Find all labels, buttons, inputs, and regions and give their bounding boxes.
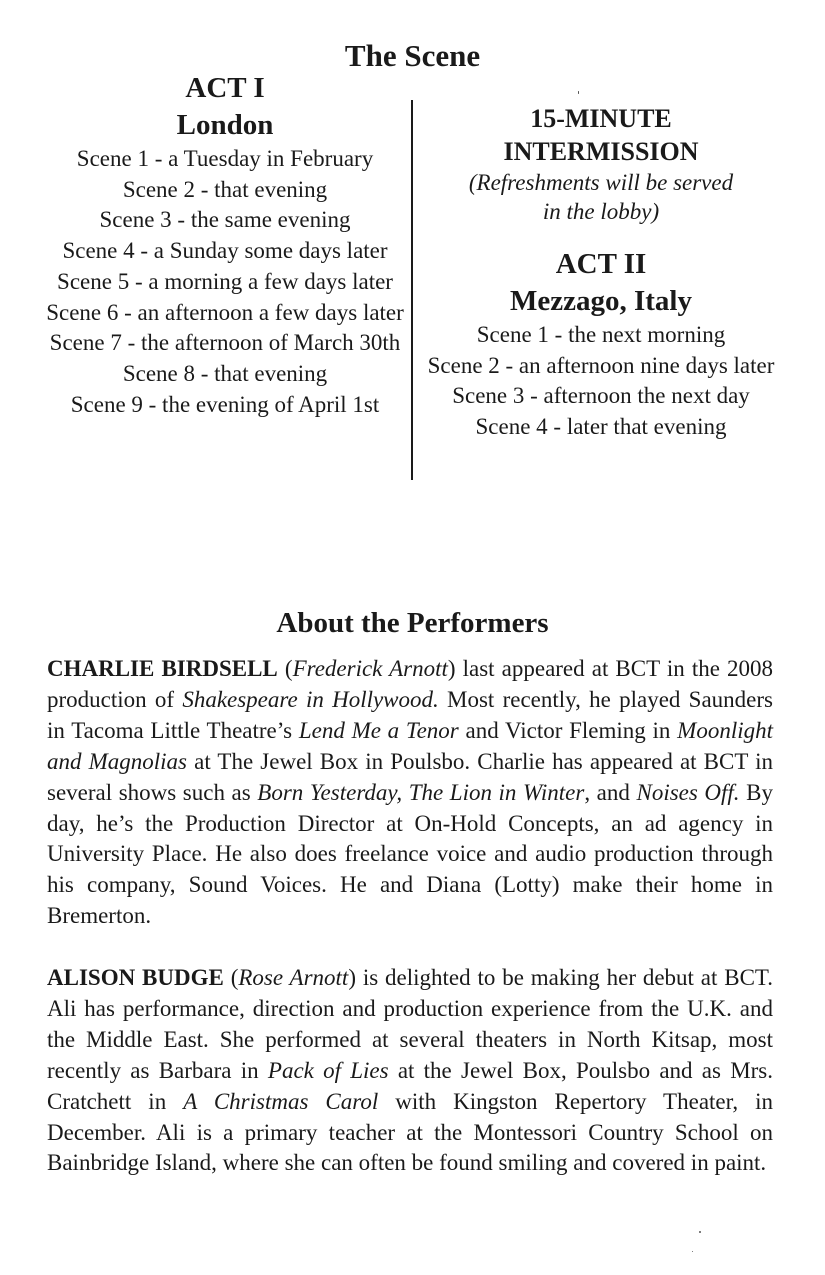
title-italic: Frederick Arnott — [292, 656, 448, 681]
title-italic: Rose Arnott — [238, 965, 349, 990]
bio-text: ( — [284, 656, 293, 681]
act1-scene-list — [44, 144, 406, 420]
act2-scene-item: Scene 3 - afternoon the next day — [452, 383, 750, 409]
performers-section-title: About the Performers — [276, 607, 549, 639]
title-italic: Shakespeare in Hollywood. — [182, 686, 439, 712]
title-italic: Lend Me a Tenor — [298, 717, 459, 743]
performer-name: ALISON BUDGE — [47, 965, 224, 990]
act2-block — [420, 246, 782, 443]
act1-scene-item: Scene 3 - the same evening — [99, 207, 351, 233]
act2-scene-item: Scene 4 - later that evening — [475, 414, 727, 440]
bio-text: By day, he’s the Production Director at On-Hold Concepts, an ad agency in University Place. He also does freelance voice and audio production through his company, Sound Voices. He and Diana (Lotty) make their home in Bremerton. — [47, 779, 773, 929]
act2-place: Mezzago, Italy — [510, 285, 692, 317]
bio-text: and Victor Fleming in — [458, 717, 678, 743]
scene-section-title: The Scene — [344, 38, 481, 73]
performer-name: CHARLIE BIRDSELL — [47, 656, 278, 681]
act1-scene-item: Scene 7 - the afternoon of March 30th — [49, 330, 401, 356]
act1-scene-item: Scene 5 - a morning a few days later — [57, 268, 393, 294]
bio-text: at the Jewel Box, Poulsbo and as Mrs. Cratchett in — [47, 1057, 773, 1114]
performer-bio — [47, 654, 773, 932]
act1-scene-item: Scene 2 - that evening — [122, 176, 328, 202]
scan-speck — [578, 91, 579, 94]
act1-scene-item: Scene 8 - that evening — [122, 360, 328, 386]
act1-column — [44, 70, 406, 420]
act1-heading: ACT I — [185, 72, 265, 104]
act2-scene-list — [420, 320, 782, 443]
title-italic: A Christmas Carol — [183, 1088, 379, 1114]
bio-text: , and — [584, 779, 637, 805]
performer-bio — [47, 963, 773, 1179]
bio-text: Most recently, he played Saunders in Tacoma Little Theatre’s — [47, 686, 773, 743]
bio-text: ( — [230, 965, 239, 990]
title-italic: Noises Off. — [636, 779, 740, 805]
bio-text: ) last appeared at BCT in the 2008 production of — [47, 656, 774, 712]
act2-heading: ACT II — [555, 248, 647, 280]
bio-text: at The Jewel Box in Poulsbo. Charlie has appeared at BCT in several shows such as — [47, 748, 774, 805]
intermission-note: (Refreshments will be served in the lobby) — [468, 170, 734, 224]
scan-speck — [699, 1231, 701, 1233]
bio-text: ) is delighted to be making her debut at BCT. Ali has performance, direction and production experience from the U.K. and the Middle East. She performed at several theaters in North Kitsap, most recently as Barbara in — [47, 965, 774, 1083]
title-italic: Pack of Lies — [267, 1057, 389, 1083]
act1-scene-item: Scene 4 - a Sunday some days later — [62, 238, 388, 264]
act2-column — [420, 102, 782, 443]
act1-scene-item: Scene 6 - an afternoon a few days later — [46, 299, 404, 325]
act1-scene-item: Scene 1 - a Tuesday in February — [76, 146, 374, 171]
intermission-title: 15-MINUTE INTERMISSION — [503, 104, 699, 166]
act2-scene-item: Scene 2 - an afternoon nine days later — [427, 352, 775, 378]
column-divider — [411, 100, 413, 480]
act1-place: London — [176, 109, 274, 141]
scan-speck — [692, 1251, 693, 1252]
act1-scene-item: Scene 9 - the evening of April 1st — [70, 391, 380, 417]
act2-scene-item: Scene 1 - the next morning — [476, 322, 726, 347]
bio-text: with Kingston Repertory Theater, in December. Ali is a primary teacher at the Montessori Country School on Bainbridge Island, where she can often be found smiling and covered in paint. — [47, 1088, 774, 1176]
title-italic: Moonlight and Magnolias — [47, 717, 773, 774]
title-italic: Born Yesterday, The Lion in Winter — [257, 779, 585, 805]
